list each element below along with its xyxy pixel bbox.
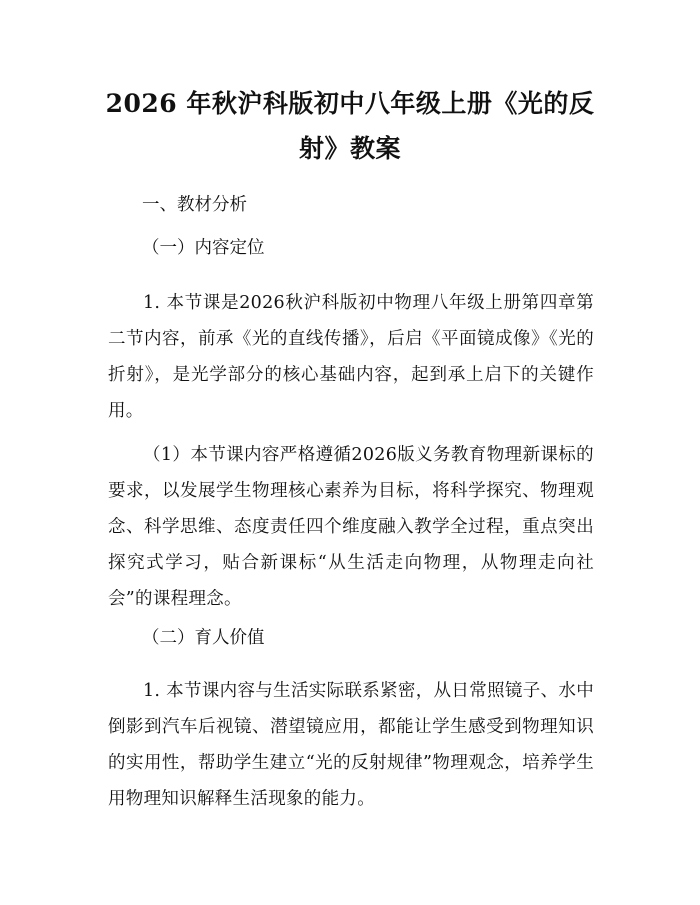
paragraph-content-positioning: 1. 本节课是2026秋沪科版初中物理八年级上册第四章第二节内容，前承《光的直线传播》，后启《平面镜成像》《光的折射》，是光学部分的核心基础内容，起到承上启下的关键作用。	[108, 293, 594, 421]
subsection-heading-educational-value: （二）育人价值	[142, 628, 265, 648]
document-title-line-2: 射》教案	[298, 134, 401, 163]
document-title-line-1: 2026 年秋沪科版初中八年级上册《光的反	[105, 89, 595, 118]
paragraph-curriculum-standard: （1）本节课内容严格遵循2026版义务教育物理新课标的要求，以发展学生物理核心素养为目标，将科学探究、物理观念、科学思维、态度责任四个维度融入教学全过程，重点突出探究式学习，贴合新课标“从生活走向物理，从物理走向社会”的课程理念。	[108, 445, 594, 609]
subsection-heading-content-positioning: （一）内容定位	[142, 238, 265, 258]
section-heading-textbook-analysis: 一、教材分析	[142, 195, 247, 215]
paragraph-educational-value: 1. 本节课内容与生活实际联系紧密，从日常照镜子、水中倒影到汽车后视镜、潜望镜应用，都能让学生感受到物理知识的实用性，帮助学生建立“光的反射规律”物理观念，培养学生用物理知识解释生活现象的能力。	[108, 681, 594, 809]
